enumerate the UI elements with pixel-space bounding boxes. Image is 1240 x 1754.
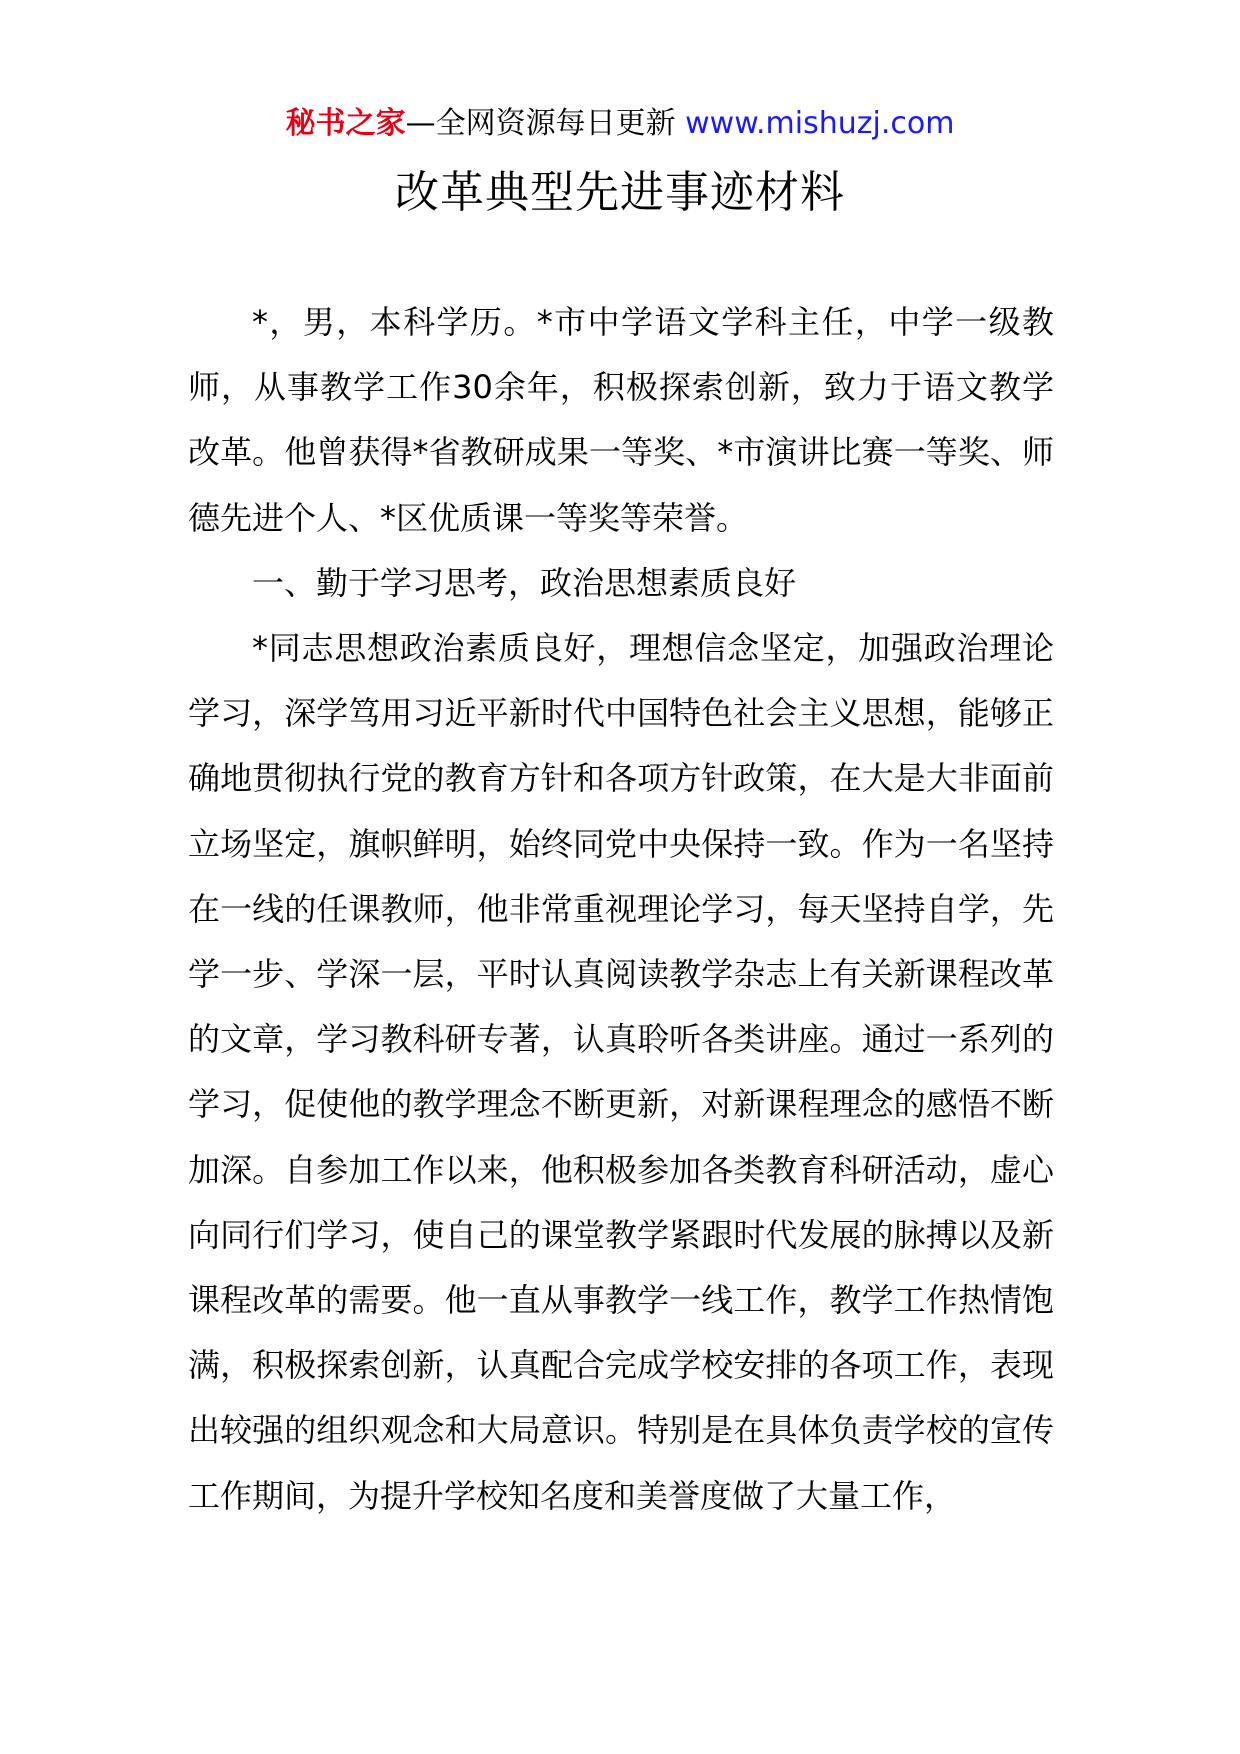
document-title: 改革典型先进事迹材料 xyxy=(395,167,845,218)
site-header xyxy=(0,100,1240,148)
section-heading: 一、勤于学习思考，政治思想素质良好 xyxy=(252,563,797,602)
site-url-link[interactable]: www.mishuzj.com xyxy=(685,106,955,141)
body-paragraph: *同志思想政治素质良好，理想信念坚定，加强政治理论学习，深学笃用习近平新时代中国特色社会主义思想，能够正确地贯彻执行党的教育方针和各项方针政策，在大是大非面前立场坚定，旗帜鲜明，始终同党中央保持一致。作为一名坚持在一线的任课教师，他非常重视理论学习，每天坚持自学，先学一步、学深一层，平时认真阅读教学杂志上有关新课程改革的文章，学习教科研专著，认真聆听各类讲座。通过一系列的学习，促使他的教学理念不断更新，对新课程理念的感悟不断加深。自参加工作以来，他积极参加各类教育科研活动，虚心向同行们学习，使自己的课堂教学紧跟时代发展的脉搏以及新课程改革的需要。他一直从事教学一线工作，教学工作热情饱满，积极探索创新，认真配合完成学校安排的各项工作，表现出较强的组织观念和大局意识。特别是在具体负责学校的宣传工作期间，为提升学校知名度和美誉度做了大量工作， xyxy=(188,629,1054,1515)
brand-name: 秘书之家 xyxy=(285,106,406,141)
header-tagline: —全网资源每日更新 xyxy=(405,106,676,141)
document-body xyxy=(188,290,1054,1529)
intro-paragraph: *，男，本科学历。*市中学语文学科主任，中学一级教师，从事教学工作30余年，积极探索创新，致力于语文教学改革。他曾获得*省教研成果一等奖、*市演讲比赛一等奖、师德先进个人、*区优质课一等奖等荣誉。 xyxy=(188,303,1054,537)
